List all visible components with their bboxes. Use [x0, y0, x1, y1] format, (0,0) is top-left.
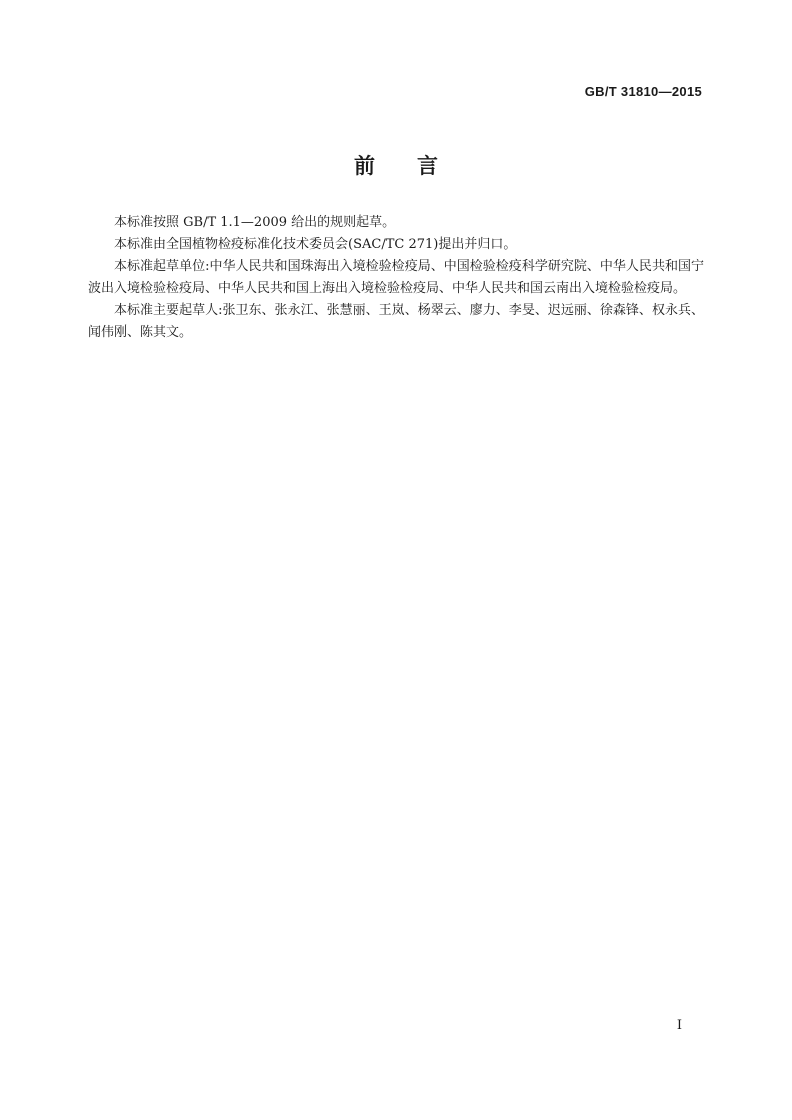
page-number: I: [676, 1018, 682, 1033]
paragraph-proposer: 本标准由全国植物检疫标准化技术委员会(SAC/TC 271)提出并归口。: [114, 237, 517, 252]
document-body: [88, 212, 704, 344]
paragraph-drafting-rules: 本标准按照 GB/T 1.1—2009 给出的规则起草。: [114, 215, 396, 230]
paragraph-drafting-units: 本标准起草单位:中华人民共和国珠海出入境检验检疫局、中国检验检疫科学研究院、中华人民共和国宁波出入境检验检疫局、中华人民共和国上海出入境检验检疫局、中华人民共和国云南出入境检验检疫局。: [88, 259, 704, 296]
paragraph-main-drafters: 本标准主要起草人:张卫东、张永江、张慧丽、王岚、杨翠云、廖力、李旻、迟远丽、徐森锋、权永兵、闻伟刚、陈其文。: [88, 303, 704, 340]
page-title: 前言: [354, 154, 480, 178]
standard-code: GB/T 31810—2015: [584, 84, 702, 99]
